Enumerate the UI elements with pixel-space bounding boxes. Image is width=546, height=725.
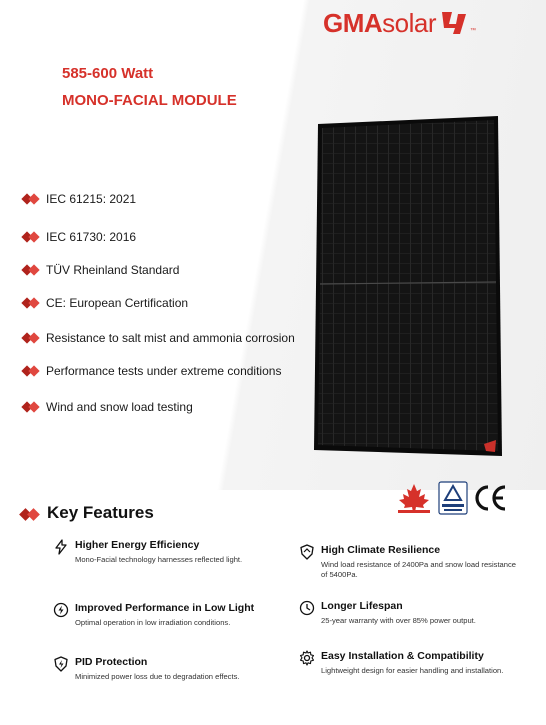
feature-description: Optimal operation in low irradiation conditions. bbox=[75, 618, 231, 627]
cert-item bbox=[22, 294, 188, 312]
feature-title: Higher Energy Efficiency bbox=[75, 539, 200, 551]
diamond-bullet-icon bbox=[22, 231, 42, 243]
cert-label: IEC 61215: 2021 bbox=[46, 192, 137, 206]
cert-item bbox=[22, 398, 193, 416]
feature-title: High Climate Resilience bbox=[321, 544, 441, 556]
cert-label: Wind and snow load testing bbox=[46, 400, 193, 414]
feature-description: Wind load resistance of 2400Pa and snow load resistance of 5400Pa. bbox=[321, 560, 517, 579]
cert-label: IEC 61730: 2016 bbox=[46, 230, 137, 244]
diamond-bullet-icon bbox=[22, 264, 42, 276]
logo-trademark: ™ bbox=[470, 28, 477, 34]
diamond-bullet-icon bbox=[22, 365, 42, 377]
cert-item bbox=[22, 329, 295, 347]
logo-wordmark bbox=[323, 8, 436, 39]
feature-title: PID Protection bbox=[75, 656, 148, 668]
pid-icon bbox=[53, 656, 69, 672]
tuv-rheinland-icon bbox=[438, 481, 468, 515]
feature-title: Longer Lifespan bbox=[321, 600, 403, 612]
feature-title: Easy Installation & Compatibility bbox=[321, 650, 484, 662]
cert-label: Performance tests under extreme conditions bbox=[46, 364, 282, 378]
diamond-bullet-icon bbox=[22, 401, 42, 413]
cert-label: TÜV Rheinland Standard bbox=[46, 263, 180, 277]
ce-mark-icon bbox=[472, 483, 508, 513]
logo-light-text: solar bbox=[382, 7, 437, 38]
key-features-bullet-icon bbox=[20, 508, 42, 522]
module-type-heading: MONO-FACIAL MODULE bbox=[62, 92, 237, 109]
feature-description: Mono-Facial technology harnesses reflected light. bbox=[75, 555, 243, 564]
cert-label: CE: European Certification bbox=[46, 296, 189, 310]
lightning-icon bbox=[53, 539, 69, 555]
cert-item bbox=[22, 228, 136, 246]
logo-mark-icon bbox=[440, 10, 470, 36]
shield-icon bbox=[299, 544, 315, 560]
cert-label: Resistance to salt mist and ammonia corrosion bbox=[46, 331, 295, 345]
diamond-bullet-icon bbox=[22, 332, 42, 344]
wattage-heading: 585-600 Watt bbox=[62, 65, 154, 82]
feature-title: Improved Performance in Low Light bbox=[75, 602, 255, 614]
solar-panel-image bbox=[312, 114, 512, 466]
certification-badges bbox=[394, 478, 508, 518]
key-features-title: Key Features bbox=[47, 503, 154, 522]
clock-icon bbox=[299, 600, 315, 616]
gear-icon bbox=[299, 650, 315, 666]
maple-leaf-icon bbox=[394, 481, 434, 515]
brand-logo bbox=[323, 8, 476, 38]
sun-icon bbox=[53, 602, 69, 618]
logo-strong-text: GMA bbox=[323, 7, 383, 38]
cert-item bbox=[22, 190, 136, 208]
cert-item bbox=[22, 362, 281, 380]
diamond-bullet-icon bbox=[22, 193, 42, 205]
feature-description: Minimized power loss due to degradation effects. bbox=[75, 672, 240, 681]
diamond-bullet-icon bbox=[22, 297, 42, 309]
feature-description: Lightweight design for easier handling and installation. bbox=[321, 666, 504, 675]
feature-description: 25-year warranty with over 85% power output. bbox=[321, 616, 476, 625]
cert-item bbox=[22, 261, 179, 279]
